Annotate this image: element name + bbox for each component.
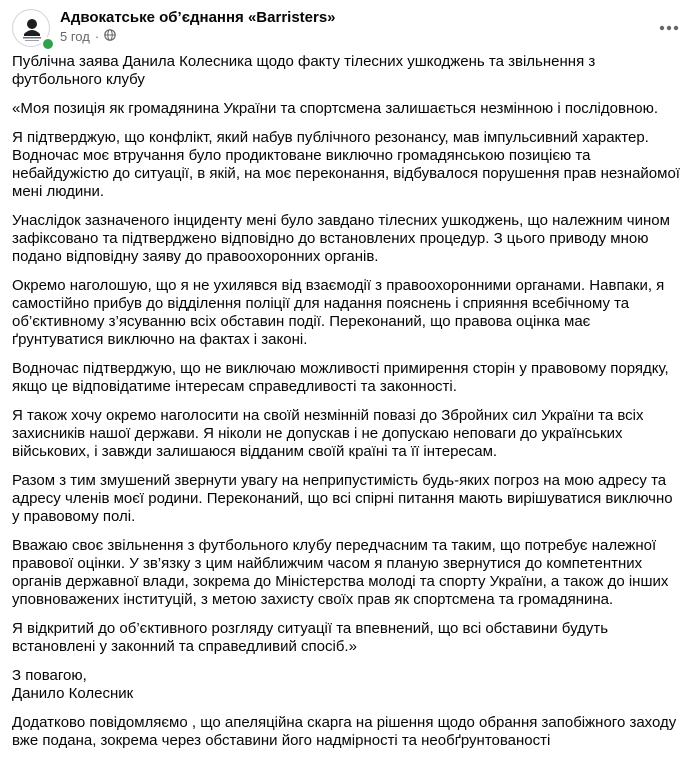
post-paragraph: Унаслідок зазначеного інциденту мені було завдано тілесних ушкоджень, що належним чином зафіксовано та підтверджено відповідно до встановлених процедур. З цього приводу мною подано відповідну заяву до правоохоронних органів. (12, 212, 670, 265)
post-time[interactable]: 5 год (60, 29, 90, 44)
post-paragraph: Разом з тим змушений звернути увагу на неприпустимість будь-яких погроз на мою адресу та адресу членів моєї родини. Переконаний, що всі спірні питання мають вирішуватися виключно у правовому полі. (12, 472, 673, 525)
post-paragraph: Публічна заява Данила Колесника щодо факту тілесних ушкоджень та звільнення з футбольного клубу (12, 53, 596, 88)
online-status-dot (41, 37, 55, 51)
post-body (12, 53, 684, 761)
post-paragraph: Я відкритий до об’єктивного розгляду ситуації та впевнений, що всі обставини будуть встановлені у законний та справедливий спосіб.» (12, 620, 609, 655)
post-addendum: Додатково повідомляємо , що апеляційна скарга на рішення щодо обрання запобіжного заходу вже подана, зокрема через обставини його надмірності та необґрунтованості (12, 714, 677, 749)
post-header (0, 0, 692, 52)
more-options-icon (659, 18, 679, 36)
avatar[interactable] (12, 9, 50, 47)
post-paragraph: Вважаю своє звільнення з футбольного клубу передчасним та таким, що потребує належної правової оцінки. У зв’язку з цим найближчим часом я планую звернутися до компетентних органів державної влади, зокрема до Міністерства молоді та спорту України, а також до інших уповноважених інституцій, з метою захисту своїх прав як спортсмена та громадянина. (12, 537, 669, 608)
post-paragraph: Окремо наголошую, що я не ухилявся від взаємодії з правоохоронними органами. Навпаки, я самостійно прибув до відділення поліції для надання пояснень і сприяння всебічному та об’єктивному з’ясуванню всіх обставин події. Переконаний, що правова оцінка має ґрунтуватися виключно на фактах і законі. (12, 277, 665, 348)
post-paragraph: «Моя позиція як громадянина України та спортсмена залишається незмінною і послідовною. (12, 100, 658, 117)
author-name[interactable]: Адвокатське об’єднання «Barristers» (60, 9, 336, 26)
post-meta (60, 29, 116, 45)
signature-greeting: З повагою, (12, 667, 87, 684)
post-paragraph: Я також хочу окремо наголосити на своїй незмінній повазі до Збройних сил України та всіх захисників нашої держави. Я ніколи не допускав і не допускаю неповаги до українських військових, і завжди залишаюся відданим своїй країні та її інтересам. (12, 407, 644, 460)
signature (12, 667, 684, 703)
signature-name: Данило Колесник (12, 685, 134, 702)
post-paragraph: Водночас підтверджую, що не виключаю можливості примирення сторін у правовому порядку, якщо це відповідатиме інтересам справедливості та законності. (12, 360, 669, 395)
post-paragraph: Я підтверджую, що конфлікт, який набув публічного резонансу, мав імпульсивний характер. Водночас моє втручання було продиктоване виключно громадянською позицією та небайдужістю до ситуації, в якій, на моє переконання, відбувалося порушення прав незнайомої мені людини. (12, 129, 680, 200)
globe-icon (104, 29, 116, 45)
more-options-button[interactable] (654, 12, 684, 42)
meta-separator: · (94, 29, 100, 44)
